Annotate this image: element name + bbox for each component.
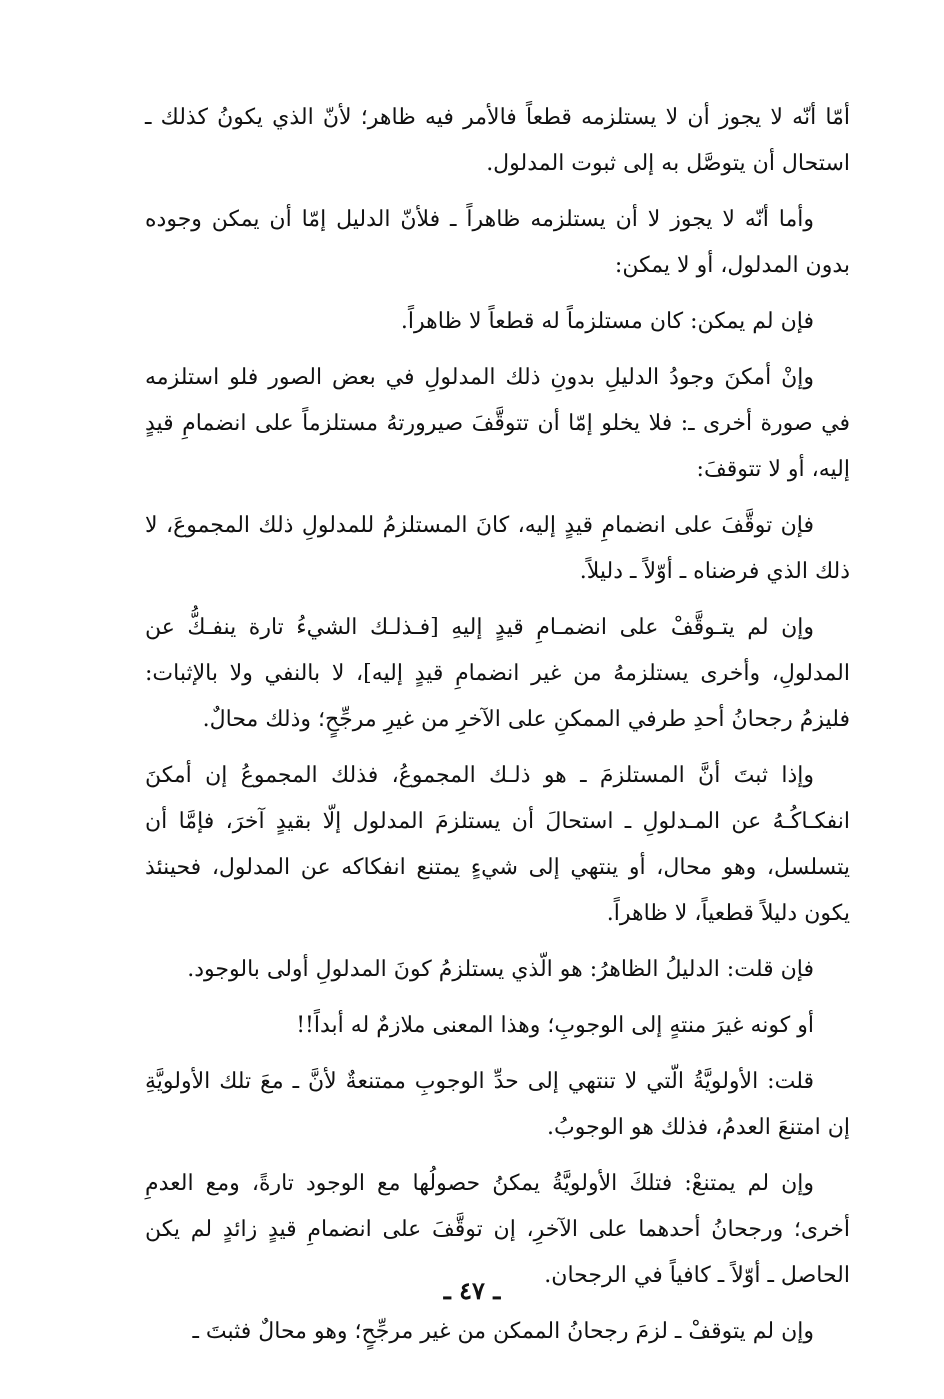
paragraph-12: وإن لم يتوقفْ ـ لزمَ رجحانُ الممكن من غير مرجِّحٍ؛ وهو محالٌ فثبتَ ـ [192, 1319, 814, 1344]
page-number: ـ ٤٧ ـ [443, 1276, 501, 1305]
paragraph-10: قلت: الأولويَّةُ الّتي لا تنتهي إلى حدِّ الوجوبِ ممتنعةٌ لأنَّ ـ معَ تلك الأولويَّةِ إن امتنعَ العدمُ، فذلك هو الوجوبُ. [145, 1069, 850, 1140]
paragraph-5: فإن توقَّفَ على انضمامِ قيدٍ إليه، كانَ المستلزمُ للمدلولِ ذلك المجموعَ، لا ذلك الذي فرضناه ـ أوّلاً ـ دليلاً. [145, 513, 850, 584]
paragraph-11: وإن لم يمتنعْ: فتلكَ الأولويَّةُ يمكنُ حصولُها مع الوجود تارةً، ومع العدمِ أخرى؛ ورجحانُ أحدهما على الآخرِ، إن توقَّفَ على انضمامِ قيدٍ زائدٍ لم يكن الحاصل ـ أوّلاً ـ كافياً في الرجحان. [145, 1171, 850, 1288]
paragraph-9: أو كونه غيرَ منتهٍ إلى الوجوبِ؛ وهذا المعنى ملازمٌ له أبداً!! [296, 1013, 814, 1038]
paragraph-6: وإن لم يتـوقَّفْ على انضمـامِ قيدٍ إليهِ [فـذلـك الشيءُ تارة ينفـكُّ عن المدلولِ، وأخرى يستلزمهُ من غير انضمامِ قيدٍ إليه]، لا بالنفي ولا بالإثبات: فليزمُ رجحانُ أحدِ طرفي الممكنِ على الآخرِ من غيرِ مرجِّحٍ؛ وذلك محالٌ. [145, 615, 850, 732]
paragraph-8: فإن قلت: الدليلُ الظاهرُ: هو الّذي يستلزمُ كونَ المدلولِ أولى بالوجود. [187, 957, 814, 982]
paragraph-7: وإذا ثبتَ أنَّ المستلزمَ ـ هو ذلـك المجموعُ، فذلك المجموعُ إن أمكنَ انفكـاكُـهُ عن المـدلولِ ـ استحالَ أن يستلزمَ المدلول إلّا بقيدٍ آخرَ، فإمَّا أن يتسلسل، وهو محال، أو ينتهي إلى شيءٍ يمتنع انفكاكه عن المدلول، فحينئذ يكون دليلاً قطعياً، لا ظاهراً. [145, 763, 850, 926]
body-text [145, 95, 850, 1365]
paragraph-1: أمّا أنّه لا يجوز أن لا يستلزمه قطعاً فالأمر فيه ظاهر؛ لأنّ الذي يكونُ كذلك ـ استحال أن يتوصَّل به إلى ثبوت المدلول. [145, 105, 850, 176]
paragraph-4: وإنْ أمكنَ وجودُ الدليلِ بدونِ ذلك المدلولِ في بعض الصور فلو استلزمه في صورة أخرى ـ: فلا يخلو إمّا أن تتوقَّفَ صيرورتهُ مستلزماً على انضمامِ قيدٍ إليه، أو لا تتوقفَ: [145, 365, 850, 482]
paragraph-3: فإن لم يمكن: كان مستلزماً له قطعاً لا ظاهراً. [400, 309, 814, 334]
paragraph-2: وأما أنّه لا يجوز لا أن يستلزمه ظاهراً ـ فلأنّ الدليل إمّا أن يمكن وجوده بدون المدلول، أو لا يمكن: [145, 207, 850, 278]
